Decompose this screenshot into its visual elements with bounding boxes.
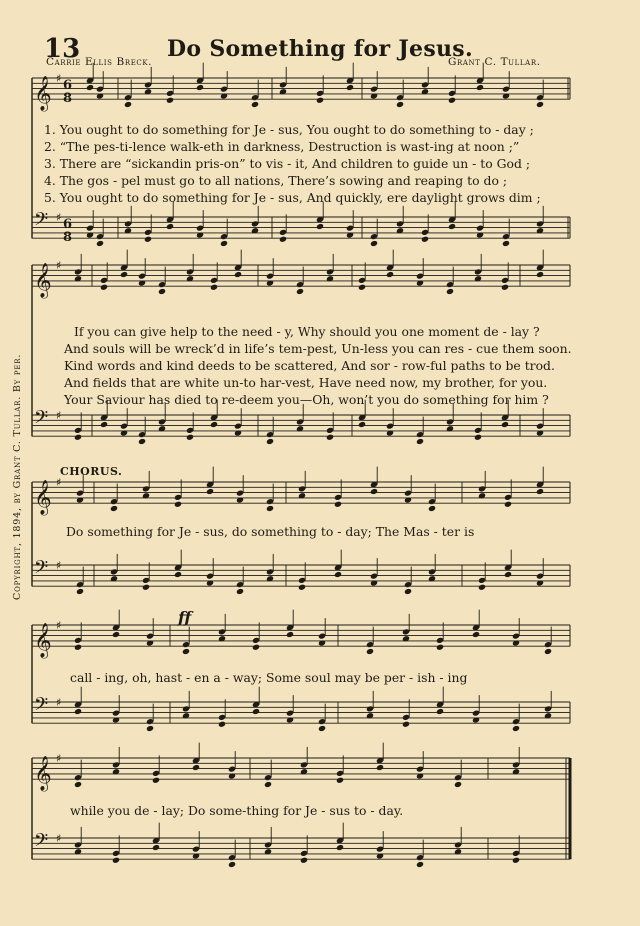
note-head (100, 421, 108, 428)
note-head (110, 505, 118, 512)
dynamic-marking: ff (178, 608, 192, 627)
note-head (436, 708, 444, 715)
verse-3-line-2: Kind words and kind deeds to be scattered, And sor - row-ful paths to be trod. (64, 358, 555, 373)
composer-credit: Grant C. Tullar. (448, 56, 541, 68)
note-head (536, 101, 544, 108)
note-head (334, 501, 342, 508)
chorus-label: CHORUS. (60, 465, 123, 478)
note-head (298, 584, 306, 591)
note-head (74, 434, 82, 441)
note-head (336, 844, 344, 851)
key-signature-sharp: ♯ (56, 72, 62, 86)
note-head (144, 236, 152, 243)
verse-3-line-1: 3. There are “sickandin pris-on” to vis - it, And children to guide un - to God ; (44, 156, 531, 171)
note-head (218, 721, 226, 728)
note-head (334, 571, 342, 578)
note-head (448, 223, 456, 230)
note-head (300, 857, 308, 864)
note-head (416, 438, 424, 445)
treble-clef: 𝄞 (34, 480, 52, 516)
note-head (206, 488, 214, 495)
note-head (264, 781, 272, 788)
note-head (366, 648, 374, 655)
note-head (124, 101, 132, 108)
note-head (454, 781, 462, 788)
note-head (112, 857, 120, 864)
note-head (512, 857, 520, 864)
note-head (152, 777, 160, 784)
verse-5-line-1: 5. You ought to do something for Je - sus, And quickly, ere daylight grows dim ; (44, 190, 541, 205)
note-head (86, 84, 94, 91)
note-head (502, 240, 510, 247)
note-head (286, 631, 294, 638)
hymn-title: Do Something for Jesus. (167, 36, 473, 62)
note-head (186, 434, 194, 441)
note-head (512, 725, 520, 732)
note-head (336, 777, 344, 784)
time-signature-bass-top: 6 (63, 217, 73, 232)
note-head (501, 284, 509, 291)
note-head (316, 97, 324, 104)
bass-clef: 𝄢 (34, 407, 49, 433)
note-head (152, 844, 160, 851)
bass-clef: 𝄢 (34, 557, 49, 583)
note-head (74, 644, 82, 651)
note-head (174, 501, 182, 508)
note-head (472, 631, 480, 638)
note-head (210, 284, 218, 291)
note-head (370, 240, 378, 247)
note-head (396, 101, 404, 108)
time-signature-bass-bottom: 8 (63, 230, 73, 245)
note-head (192, 764, 200, 771)
note-head (478, 584, 486, 591)
treble-clef: 𝄞 (34, 756, 52, 792)
chorus-line-3: while you de - lay; Do some-thing for Je - sus to - day. (70, 803, 404, 818)
time-signature-treble-top: 6 (63, 78, 73, 93)
verse-1-line-1: 1. You ought to do something for Je - sus, You ought to do something to - day ; (44, 122, 534, 137)
note-head (536, 488, 544, 495)
key-signature-sharp: ♯ (56, 259, 62, 273)
note-head (228, 861, 236, 868)
note-head (428, 505, 436, 512)
note-head (266, 438, 274, 445)
note-head (536, 271, 544, 278)
key-signature-sharp: ♯ (56, 752, 62, 766)
note-head (252, 708, 260, 715)
key-signature-sharp: ♯ (56, 476, 62, 490)
note-head (252, 644, 260, 651)
note-head (158, 288, 166, 295)
note-head (138, 438, 146, 445)
note-head (504, 501, 512, 508)
hymn-number: 13 (44, 34, 81, 64)
note-head (220, 240, 228, 247)
note-head (174, 571, 182, 578)
treble-clef: 𝄞 (34, 76, 52, 112)
note-head (146, 725, 154, 732)
key-signature-sharp: ♯ (56, 211, 62, 225)
note-head (166, 223, 174, 230)
note-head (74, 708, 82, 715)
treble-clef: 𝄞 (34, 263, 52, 299)
note-head (476, 84, 484, 91)
treble-clef: 𝄞 (34, 623, 52, 659)
copyright-notice: Copyright, 1894, by Grant C. Tullar. By per. (12, 353, 23, 600)
key-signature-sharp: ♯ (56, 409, 62, 423)
key-signature-sharp: ♯ (56, 559, 62, 573)
note-head (376, 764, 384, 771)
verse-4-line-2: And fields that are white un-to har-vest, Have need now, my brother, for you. (64, 375, 548, 390)
note-head (279, 236, 287, 243)
key-signature-sharp: ♯ (56, 696, 62, 710)
note-head (234, 271, 242, 278)
note-head (182, 648, 190, 655)
note-head (370, 488, 378, 495)
note-head (74, 781, 82, 788)
note-head (474, 434, 482, 441)
bass-clef: 𝄢 (34, 830, 49, 856)
key-signature-sharp: ♯ (56, 832, 62, 846)
note-head (166, 97, 174, 104)
verse-2-line-1: 2. “The pes-ti-lence walk-eth in darkness, Destruction is wast-ing at noon ;” (44, 139, 520, 154)
note-head (266, 505, 274, 512)
bass-clef: 𝄢 (34, 209, 49, 235)
note-head (358, 421, 366, 428)
verse-1-line-2: If you can give help to the need - y, Why should you one moment de - lay ? (74, 324, 540, 339)
note-head (448, 97, 456, 104)
note-head (346, 84, 354, 91)
note-head (326, 434, 334, 441)
note-head (142, 584, 150, 591)
verse-4-line-1: 4. The gos - pel must go to all nations, There’s sowing and reaping to do ; (44, 173, 508, 188)
note-head (421, 236, 429, 243)
chorus-line-1: Do something for Je - sus, do something to - day; The Mas - ter is (66, 524, 475, 539)
note-head (296, 288, 304, 295)
note-head (120, 271, 128, 278)
note-head (501, 421, 509, 428)
note-head (318, 725, 326, 732)
note-head (196, 84, 204, 91)
note-head (436, 644, 444, 651)
note-head (402, 721, 410, 728)
note-head (251, 101, 259, 108)
note-head (404, 588, 412, 595)
time-signature-treble-bottom: 8 (63, 91, 73, 106)
lyricist-credit: Carrie Ellis Breck. (46, 56, 153, 68)
note-head (446, 288, 454, 295)
note-head (210, 421, 218, 428)
key-signature-sharp: ♯ (56, 619, 62, 633)
bass-clef: 𝄢 (34, 694, 49, 720)
note-head (100, 284, 108, 291)
note-head (358, 284, 366, 291)
note-head (76, 588, 84, 595)
note-head (236, 588, 244, 595)
note-head (112, 631, 120, 638)
note-head (386, 271, 394, 278)
chorus-line-2: call - ing, oh, hast - en a - way; Some soul may be per - ish - ing (70, 670, 468, 685)
note-head (416, 861, 424, 868)
verse-5-line-2: Your Saviour has died to re-deem you—Oh, won’t you do something for him ? (64, 392, 549, 407)
note-head (96, 240, 104, 247)
note-head (316, 223, 324, 230)
note-head (544, 648, 552, 655)
note-head (504, 571, 512, 578)
verse-2-line-2: And souls will be wreck’d in life’s tem-pest, Un-less you can res - cue them soon. (64, 341, 572, 356)
